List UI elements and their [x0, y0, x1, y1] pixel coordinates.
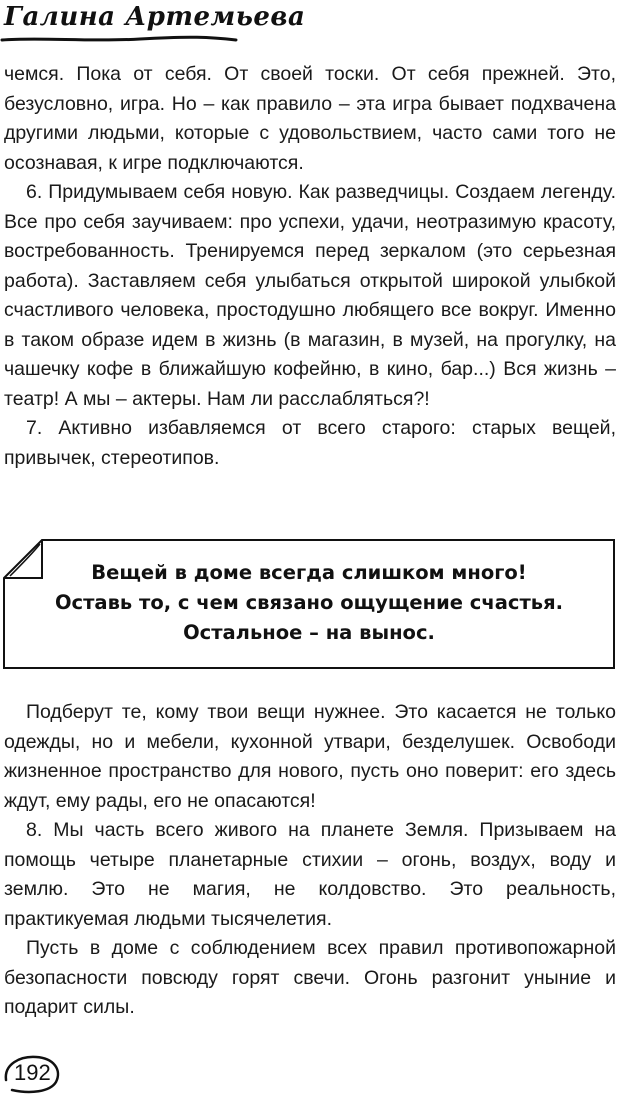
- callout-line: Вещей в доме всегда слишком много!: [91, 561, 527, 584]
- paragraph: чемся. Пока от себя. От своей тоски. От себя прежней. Это, безусловно, игра. Но – как правило – эта игра бывает подхвачена другими людьми, которые с удовольствием, часто сами того не осознавая, к игре подключаются.: [4, 63, 616, 174]
- paragraph: 7. Активно избавляемся от всего старого: старых вещей, привычек, стереотипов.: [4, 417, 616, 469]
- callout-line: Остальное – на вынос.: [183, 621, 435, 644]
- body-text-bottom: [4, 698, 616, 1023]
- callout-text: [2, 558, 616, 648]
- header-underline: [0, 34, 240, 44]
- paragraph: 6. Придумываем себя новую. Как разведчицы. Создаем легенду. Все про себя заучиваем: про успехи, удачи, неотразимую красоту, востребованность. Тренируемся перед зеркалом (это серьезная работа). Заставляем себя улыбаться открытой широкой улыбкой счастливого человека, простодушно любящего все вокруг. Именно в таком образе идем в жизнь (в магазин, в музей, на прогулку, на чашечку кофе в ближайшую кофейню, в кино, бар...) Вся жизнь – театр! А мы – актеры. Нам ли расслабляться?!: [4, 181, 616, 410]
- page-number: 192: [14, 1060, 51, 1085]
- body-text-top: [4, 60, 616, 473]
- paragraph: 8. Мы часть всего живого на планете Земля. Призываем на помощь четыре планетарные стихии – огонь, воздух, воду и землю. Это не магия, не колдовство. Это реальность, практикуемая людьми тысячелетия.: [4, 819, 616, 930]
- paragraph: Подберут те, кому твои вещи нужнее. Это касается не только одежды, но и мебели, кухонной утвари, безделушек. Освободи жизненное пространство для нового, пусть оно поверит: его здесь ждут, ему рады, его не опасаются!: [4, 701, 616, 812]
- running-header: Галина Артемьева: [4, 2, 306, 32]
- paragraph: Пусть в доме с соблюдением всех правил противопожарной безопасности повсюду горят свечи. Огонь разгонит уныние и подарит силы.: [4, 937, 616, 1018]
- callout-box: [2, 536, 616, 670]
- callout-line: Оставь то, с чем связано ощущение счастья.: [54, 591, 564, 614]
